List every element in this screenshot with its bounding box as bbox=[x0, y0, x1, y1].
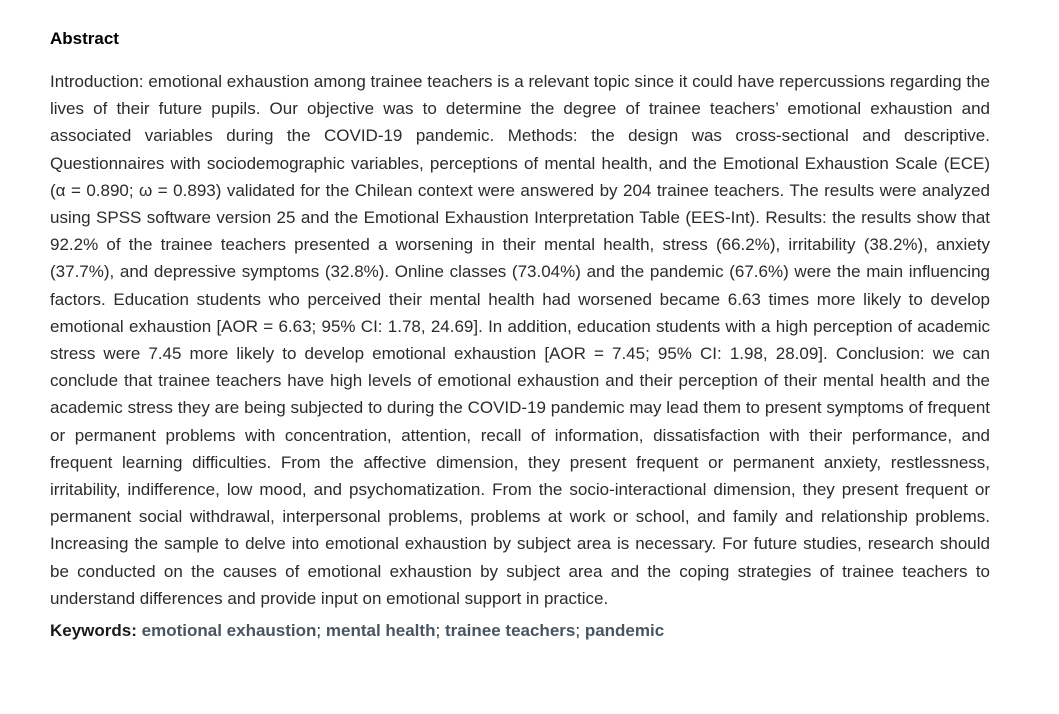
keyword-separator: ; bbox=[316, 621, 322, 641]
abstract-section bbox=[50, 28, 990, 644]
keyword-separator: ; bbox=[575, 621, 581, 641]
keyword-separator: ; bbox=[435, 621, 441, 641]
keyword-link-trainee-teachers[interactable]: trainee teachers bbox=[444, 621, 576, 641]
keywords-line bbox=[50, 618, 990, 644]
keyword-link-pandemic[interactable]: pandemic bbox=[584, 621, 665, 641]
abstract-text: Introduction: emotional exhaustion among trainee teachers is a relevant topic since it could have repercussions regarding the lives of their future pupils. Our objective was to determine the degree of trainee teachers’ emotional exhaustion and associated variables during the COVID-19 pandemic. Methods: the design was cross-sectional and descriptive. Questionnaires with sociodemographic variables, perceptions of mental health, and the Emotional Exhaustion Scale (ECE) (α = 0.890; ω = 0.893) validated for the Chilean context were answered by 204 trainee teachers. The results were analyzed using SPSS software version 25 and the Emotional Exhaustion Interpretation Table (EES-Int). Results: the results show that 92.2% of the trainee teachers presented a worsening in their mental health, stress (66.2%), irritability (38.2%), anxiety (37.7%), and depressive symptoms (32.8%). Online classes (73.04%) and the pandemic (67.6%) were the main influencing factors. Education students who perceived their mental health had worsened became 6.63 times more likely to develop emotional exhaustion [AOR = 6.63; 95% CI: 1.78, 24.69]. In addition, education students with a high perception of academic stress were 7.45 more likely to develop emotional exhaustion [AOR = 7.45; 95% CI: 1.98, 28.09]. Conclusion: we can conclude that trainee teachers have high levels of emotional exhaustion and their perception of their mental health and the academic stress they are being subjected to during the COVID-19 pandemic may lead them to present symptoms of frequent or permanent problems with concentration, attention, recall of information, dissatisfaction with their performance, and frequent learning difficulties. From the affective dimension, they present frequent or permanent anxiety, restlessness, irritability, indifference, low mood, and psychomatization. From the socio-interactional dimension, they present frequent or permanent social withdrawal, interpersonal problems, problems at work or school, and family and relationship problems. Increasing the sample to delve into emotional exhaustion by subject area is necessary. For future studies, research should be conducted on the causes of emotional exhaustion by subject area and the coping strategies of trainee teachers to understand differences and provide input on emotional support in practice. bbox=[50, 72, 990, 608]
keyword-link-mental-health[interactable]: mental health bbox=[325, 621, 436, 641]
keywords-label: Keywords: bbox=[50, 621, 137, 641]
abstract-heading: Abstract bbox=[50, 29, 119, 48]
keyword-link-emotional-exhaustion[interactable]: emotional exhaustion bbox=[141, 621, 317, 641]
